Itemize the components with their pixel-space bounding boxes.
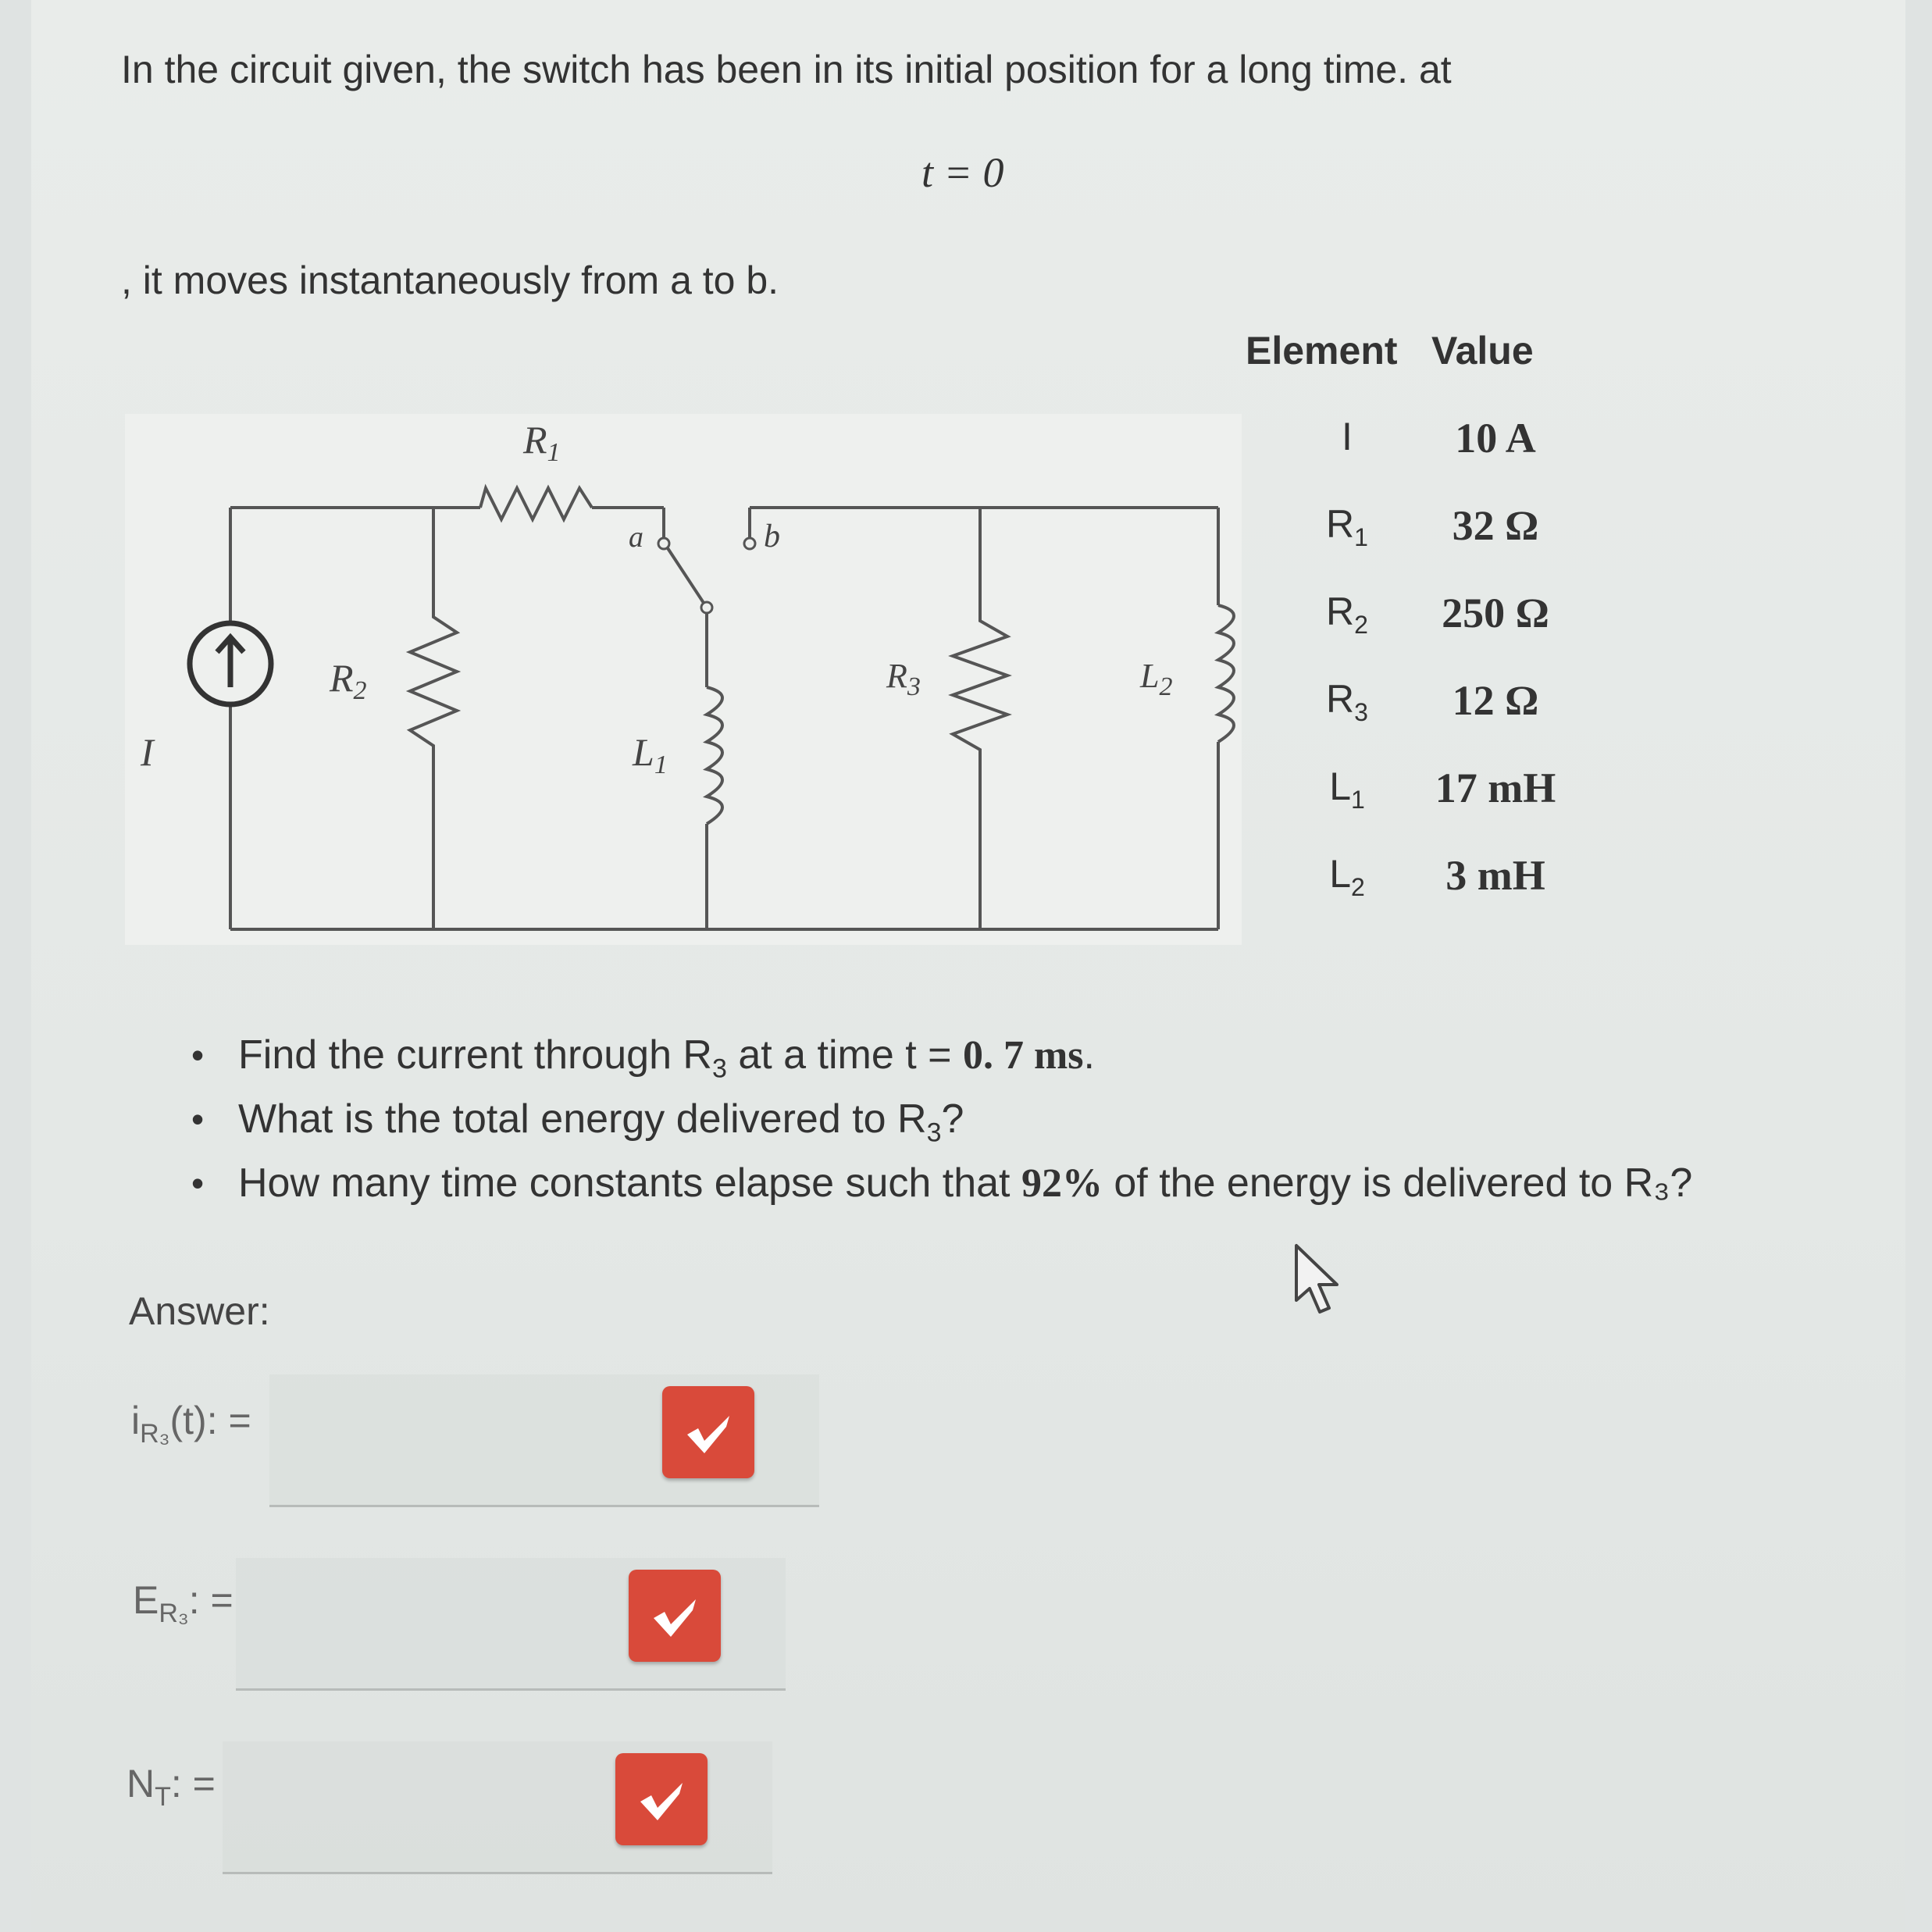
switch-arm (668, 548, 705, 605)
table-header-element: Element (1246, 329, 1398, 372)
element-value: 10 A (1455, 415, 1536, 462)
element-value: 17 mH (1435, 765, 1556, 811)
terminal-b (744, 538, 755, 549)
label-node-b: b (764, 519, 780, 554)
problem-intro-line2: , it moves instantaneously from a to b. (121, 258, 779, 302)
question-list (191, 1023, 1692, 1215)
resistor-r3 (953, 609, 1007, 757)
question-1: • Find the current through $R_3$ at a time t = 0. 7 ms. (191, 1023, 1692, 1087)
table-row-i (1242, 414, 1585, 492)
label-r1: $R_1$ (523, 418, 561, 467)
mouse-cursor-icon (1289, 1242, 1351, 1320)
checkmark-icon (647, 1588, 702, 1643)
element-name: $R_2$ (1326, 590, 1368, 639)
element-name: $R_1$ (1326, 502, 1368, 551)
table-row-l2 (1242, 851, 1585, 929)
label-r2: $R_2$ (330, 656, 367, 705)
question-2: • What is the total energy delivered to $R_3$? (191, 1087, 1692, 1151)
terminal-a (658, 538, 669, 549)
table-row-l1 (1242, 764, 1585, 842)
label-l1: $L_1$ (633, 730, 668, 779)
problem-intro-line1: In the circuit given, the switch has been in its initial position for a long time. at (121, 48, 1452, 91)
element-value: 12 Ω (1452, 677, 1539, 724)
element-name: $L_2$ (1329, 852, 1365, 901)
element-name: I (1342, 415, 1353, 458)
field-label-energy: $E_{R_3}$: = (133, 1578, 233, 1628)
label-r3: $R_3$ (886, 657, 921, 701)
resistor-r1 (480, 488, 592, 519)
resistor-r2 (410, 601, 457, 757)
circuit-diagram (125, 414, 1242, 945)
checkmark-icon (634, 1772, 689, 1827)
inductor-l2 (1218, 605, 1234, 742)
label-l2: $L_2$ (1140, 657, 1173, 701)
check-answer-2-button[interactable] (629, 1570, 721, 1662)
table-row-r2 (1242, 589, 1585, 667)
page (31, 0, 1905, 1932)
element-name: $L_1$ (1329, 765, 1365, 814)
element-value: 3 mH (1445, 852, 1545, 899)
element-value: 250 Ω (1442, 590, 1549, 636)
check-answer-3-button[interactable] (615, 1753, 708, 1845)
inductor-l1 (707, 687, 722, 824)
label-source: I (141, 730, 154, 774)
field-label-current: $i_{R_3}(t)$: = (131, 1399, 251, 1449)
answer-label: Answer: (129, 1289, 270, 1333)
switch-time: t = 0 (921, 149, 1004, 196)
checkmark-icon (681, 1405, 736, 1460)
switch-pivot (701, 602, 712, 613)
question-3: • How many time constants elapse such that 92% of the energy is delivered to R₃? (191, 1151, 1692, 1215)
table-row-r3 (1242, 676, 1585, 754)
check-answer-1-button[interactable] (662, 1386, 754, 1478)
element-value: 32 Ω (1452, 502, 1539, 549)
element-name: $R_3$ (1326, 677, 1368, 726)
table-row-r1 (1242, 501, 1585, 579)
field-label-time-constants: $N_T$: = (127, 1762, 216, 1812)
table-header-value: Value (1431, 329, 1534, 372)
label-node-a: a (629, 521, 643, 554)
